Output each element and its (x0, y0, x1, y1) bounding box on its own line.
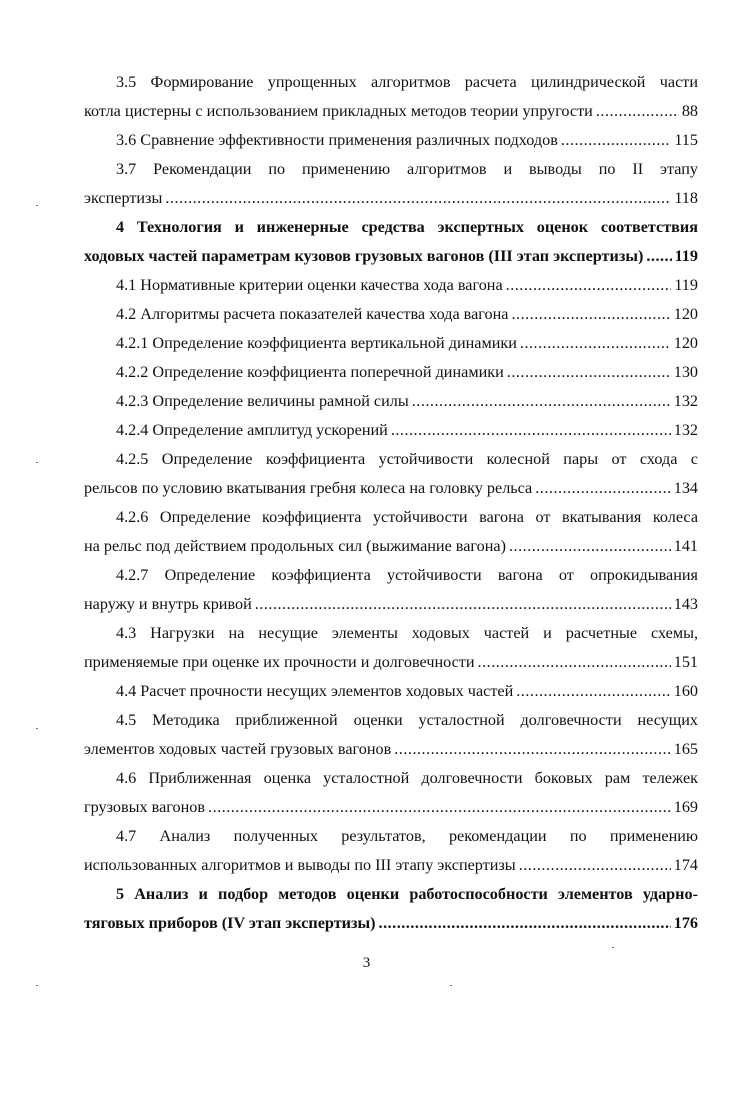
scan-speck (612, 947, 614, 948)
dot-leader (561, 126, 671, 155)
toc-entry-4-2-2[interactable] (84, 358, 698, 387)
dot-leader (507, 358, 671, 387)
toc-entry-4-6[interactable] (84, 764, 698, 822)
toc-page-number: 88 (681, 102, 698, 120)
dot-leader (516, 677, 670, 706)
toc-page-number: 119 (674, 247, 698, 265)
dot-leader (478, 648, 671, 677)
toc-entry-text-cont: наружу и внутрь кривой (84, 595, 252, 613)
dot-leader (394, 735, 670, 764)
toc-entry-text: 4.2.1 Определение коэффициента вертикальной динамики (116, 334, 517, 352)
toc-entry-4-2-4[interactable] (84, 416, 698, 445)
toc-entry-4-5[interactable] (84, 706, 698, 764)
toc-entry-text-cont: экспертизы (84, 189, 163, 207)
toc-entry-3-7[interactable] (84, 155, 698, 213)
toc-page-number: 176 (673, 914, 698, 932)
toc-entry-4-3[interactable] (84, 619, 698, 677)
table-of-contents (84, 68, 698, 938)
toc-entry-text-cont: рельсов по условию вкатывания гребня колеса на головку рельса (84, 479, 533, 497)
toc-entry-text: 4.2.4 Определение амплитуд ускорений (116, 421, 388, 439)
dot-leader (535, 474, 670, 503)
toc-page-number: 120 (673, 305, 698, 323)
toc-entry-text: 4.4 Расчет прочности несущих элементов ходовых частей (116, 682, 514, 700)
toc-page-number: 132 (673, 392, 698, 410)
toc-entry-text: 4.7 Анализ полученных результатов, рекомендации по применению (116, 827, 698, 845)
toc-entry-text: 3.5 Формирование упрощенных алгоритмов расчета цилиндрической части (116, 73, 698, 91)
scan-speck (450, 985, 452, 986)
toc-page-number: 115 (674, 131, 698, 149)
toc-entry-4-2[interactable] (84, 300, 698, 329)
toc-entry-text: 4.2.3 Определение величины рамной силы (116, 392, 409, 410)
toc-chapter-5[interactable] (84, 880, 698, 938)
toc-page-number: 174 (673, 856, 698, 874)
dot-leader (596, 97, 679, 126)
scan-speck (36, 462, 38, 463)
toc-entry-text: 4.2.2 Определение коэффициента поперечной динамики (116, 363, 504, 381)
toc-page-number: 134 (673, 479, 698, 497)
toc-entry-text-cont: тяговых приборов (IV этап экспертизы) (84, 914, 376, 932)
toc-entry-4-2-1[interactable] (84, 329, 698, 358)
scan-speck (36, 728, 38, 729)
toc-page-number: 165 (673, 740, 698, 758)
toc-entry-3-6[interactable] (84, 126, 698, 155)
toc-entry-4-4[interactable] (84, 677, 698, 706)
toc-page-number: 130 (673, 363, 698, 381)
dot-leader (520, 329, 671, 358)
page-number: 3 (362, 955, 371, 971)
toc-page-number: 118 (674, 189, 698, 207)
toc-entry-text-cont: использованных алгоритмов и выводы по III этапу экспертизы (84, 856, 516, 874)
toc-entry-text: 4.1 Нормативные критерии оценки качества хода вагона (116, 276, 503, 294)
toc-page-number: 120 (673, 334, 698, 352)
dot-leader (391, 416, 671, 445)
toc-entry-text-cont: грузовых вагонов (84, 798, 206, 816)
toc-page-number: 132 (673, 421, 698, 439)
toc-entry-text-cont: элементов ходовых частей грузовых вагонов (84, 740, 392, 758)
dot-leader (255, 590, 671, 619)
dot-leader (165, 184, 671, 213)
toc-entry-4-2-6[interactable] (84, 503, 698, 561)
toc-entry-text: 4.2.5 Определение коэффициента устойчивости колесной пары от схода с (116, 450, 698, 468)
toc-entry-text-cont: котла цистерны с использованием прикладных методов теории упругости (84, 102, 593, 120)
dot-leader (646, 242, 671, 271)
toc-entry-text: 4 Технология и инженерные средства экспертных оценок соответствия (116, 218, 698, 236)
toc-entry-text: 4.2.7 Определение коэффициента устойчивости вагона от опрокидывания (116, 566, 698, 584)
toc-chapter-4[interactable] (84, 213, 698, 271)
toc-page-number: 160 (673, 682, 698, 700)
toc-entry-text: 4.5 Методика приближенной оценки усталостной долговечности несущих (116, 711, 698, 729)
toc-page-number: 119 (674, 276, 698, 294)
toc-entry-text: 3.7 Рекомендации по применению алгоритмов и выводы по II этапу (116, 160, 698, 178)
toc-entry-4-2-3[interactable] (84, 387, 698, 416)
dot-leader (509, 532, 671, 561)
toc-page-number: 169 (673, 798, 698, 816)
toc-entry-text: 4.6 Приближенная оценка усталостной долговечности боковых рам тележек (116, 769, 698, 787)
toc-entry-text-cont: на рельс под действием продольных сил (выжимание вагона) (84, 537, 506, 555)
scan-speck (36, 205, 38, 206)
dot-leader (379, 909, 671, 938)
toc-entry-text-cont: ходовых частей параметрам кузовов грузовых вагонов (III этап экспертизы) (84, 247, 644, 265)
toc-entry-text: 4.3 Нагрузки на несущие элементы ходовых частей и расчетные схемы, (116, 624, 698, 642)
dot-leader (208, 793, 671, 822)
toc-page-number: 151 (673, 653, 698, 671)
toc-entry-text-cont: применяемые при оценке их прочности и долговечности (84, 653, 475, 671)
toc-page-number: 143 (673, 595, 698, 613)
toc-entry-4-2-7[interactable] (84, 561, 698, 619)
dot-leader (412, 387, 671, 416)
toc-entry-text: 5 Анализ и подбор методов оценки работоспособности элементов ударно- (116, 885, 698, 903)
toc-entry-4-7[interactable] (84, 822, 698, 880)
toc-entry-text: 4.2.6 Определение коэффициента устойчивости вагона от вкатывания колеса (116, 508, 698, 526)
toc-page-number: 141 (673, 537, 698, 555)
toc-entry-text: 3.6 Сравнение эффективности применения различных подходов (116, 131, 558, 149)
toc-entry-4-1[interactable] (84, 271, 698, 300)
toc-entry-3-5[interactable] (84, 68, 698, 126)
dot-leader (519, 851, 671, 880)
toc-entry-text: 4.2 Алгоритмы расчета показателей качества хода вагона (116, 305, 509, 323)
scan-speck (36, 985, 38, 986)
dot-leader (511, 300, 670, 329)
toc-entry-4-2-5[interactable] (84, 445, 698, 503)
dot-leader (506, 271, 672, 300)
